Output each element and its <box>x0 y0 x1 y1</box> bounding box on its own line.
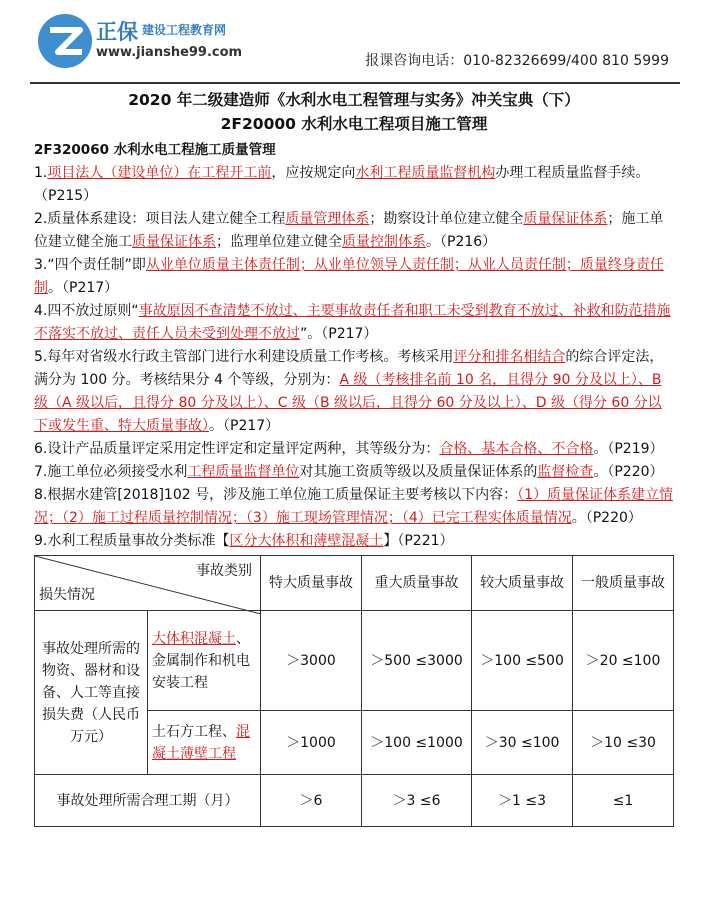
item-text: 。（P220） <box>571 510 642 526</box>
highlight-text: 项目法人（建设单位）在工程开工前 <box>47 165 272 181</box>
item-text: 】（P221） <box>383 533 454 549</box>
table-cell: ＞10 ≤30 <box>573 711 674 775</box>
table-cell: ≤1 <box>573 775 674 827</box>
row-label: 事故处理所需合理工期（月） <box>35 775 261 827</box>
accident-classification-table <box>34 555 674 827</box>
item-text: 8.根据水建管[2018]102 号，涉及施工单位施工质量保证主要考核以下内容： <box>34 487 518 503</box>
zhengbao-logo-icon <box>38 14 92 68</box>
header-divider <box>30 82 680 84</box>
highlight-text: 混凝土薄壁工程 <box>152 723 250 762</box>
table-cell: ＞1000 <box>261 711 362 775</box>
sub-row-label <box>148 711 261 775</box>
list-item <box>34 438 674 461</box>
highlight-text: 合格、基本合格、不合格 <box>439 441 594 457</box>
highlight-text: 水利工程质量监督机构 <box>355 165 496 181</box>
row-group-label: 事故处理所需的物资、器材和设备、人工等直接损失费（人民币万元） <box>35 611 148 775</box>
item-text: 7.施工单位必须接受水利 <box>34 464 188 480</box>
document-body <box>34 88 674 827</box>
item-text: 办理工程质量监督手续。（P215） <box>34 165 650 204</box>
table-cell: ＞1 ≤3 <box>472 775 573 827</box>
item-text: ；施工单位建立健全施工 <box>34 211 664 250</box>
item-list <box>34 162 674 553</box>
item-text: ；监理单位建立健全 <box>216 234 342 250</box>
doc-title: 2020 年二级建造师《水利水电工程管理与实务》冲关宝典（下） <box>128 91 580 109</box>
table-cell: ＞3000 <box>261 611 362 711</box>
highlight-text: 质量控制体系 <box>342 234 426 250</box>
item-text: 。（P220） <box>593 464 664 480</box>
item-text: ，应按规定向 <box>271 165 356 181</box>
table-cell: ＞100 ≤1000 <box>361 711 471 775</box>
item-text: 1. <box>34 165 48 181</box>
table-cell: ＞500 ≤3000 <box>361 611 471 711</box>
highlight-text: （1）质量保证体系建立情况；（2）施工过程质量控制情况；（3）施工现场管理情况；（4）已完工程实体质量情况 <box>34 487 674 526</box>
table-header: 一般质量事故 <box>573 556 674 611</box>
item-text: 6.设计产品质量评定采用定性评定和定量评定两种，其等级分为： <box>34 441 440 457</box>
brand-url: www.jianshe99.com <box>96 45 243 60</box>
item-text: 5.每年对省级水行政主管部门进行水利建设质量工作考核。考核采用 <box>34 349 454 365</box>
item-text: 。（P216） <box>426 234 497 250</box>
highlight-text: 区分大体积和薄壁混凝土 <box>229 533 384 549</box>
table-cell: ＞6 <box>261 775 362 827</box>
table-cell: ＞3 ≤6 <box>361 775 471 827</box>
table-header: 较大质量事故 <box>472 556 573 611</box>
highlight-text: 质量保证体系 <box>132 234 216 250</box>
table-cell: ＞20 ≤100 <box>573 611 674 711</box>
table-cell: ＞30 ≤100 <box>472 711 573 775</box>
item-text: 对其施工资质等级以及质量保证体系的 <box>299 464 538 480</box>
corner-bottom-label: 损失情况 <box>39 587 95 603</box>
highlight-text: 事故原因不查清楚不放过、主要事故责任者和职工未受到教育不放过、补救和防范措施不落实不放过、责任人员未受到处理不放过 <box>34 303 671 342</box>
item-text: 4.四不放过原则“ <box>34 303 139 319</box>
item-text: ”。（P217） <box>300 326 378 342</box>
item-text: 的综合评定法，满分为 100 分。考核结果分 4 个等级，分别为： <box>34 349 664 388</box>
highlight-text: 质量管理体系 <box>285 211 370 227</box>
item-text: 3.“四个责任制”即 <box>34 257 146 273</box>
list-item <box>34 346 674 438</box>
item-text: 。（P217） <box>48 280 119 296</box>
highlight-text: 质量保证体系 <box>523 211 608 227</box>
list-item <box>34 530 674 553</box>
table-header: 重大质量事故 <box>361 556 471 611</box>
doc-subtitle: 2F20000 水利水电工程项目施工管理 <box>220 115 488 133</box>
list-item <box>34 254 674 300</box>
contact-phone: 报课咨询电话：010-82326699/400 810 5999 <box>365 53 669 69</box>
list-item <box>34 484 674 530</box>
label-text: 、金属制作和机电安装工程 <box>152 630 250 691</box>
section-heading: 2F320060 水利水电工程施工质量管理 <box>34 142 276 158</box>
list-item <box>34 300 674 346</box>
highlight-text: 监督检查 <box>537 464 594 480</box>
brand-subtitle: 建设工程教育网 <box>142 23 227 37</box>
table-header: 特大质量事故 <box>261 556 362 611</box>
highlight-text: 大体积混凝土 <box>152 630 236 647</box>
highlight-text: 从业单位质量主体责任制；从业单位领导人责任制；从业人员责任制；质量终身责任制 <box>34 257 664 296</box>
highlight-text: 评分和排名相结合 <box>453 349 566 365</box>
list-item <box>34 162 674 208</box>
brand-name: 正保 <box>96 20 138 44</box>
table-corner-cell <box>35 556 261 611</box>
page-header <box>0 0 711 88</box>
list-item <box>34 208 674 254</box>
highlight-text: 工程质量监督单位 <box>187 464 300 480</box>
corner-top-label: 事故类别 <box>196 563 252 579</box>
item-text: 。（P217） <box>209 418 280 434</box>
item-text: 2.质量体系建设：项目法人建立健全工程 <box>34 211 286 227</box>
highlight-text: A 级（考核排名前 10 名，且得分 90 分及以上）、B 级（A 级以后，且得分 80 分及以上）、C 级（B 级以后，且得分 60 分及以上）、D 级（得分 60 分以下或发生重、特大质量事故） <box>34 372 662 434</box>
list-item <box>34 461 674 484</box>
item-text: 。（P219） <box>593 441 664 457</box>
sub-row-label <box>148 611 261 711</box>
item-text: ；勘察设计单位建立健全 <box>369 211 524 227</box>
item-text: 9.水利工程质量事故分类标准【 <box>34 533 230 549</box>
label-text: 土石方工程、 <box>152 723 236 740</box>
table-cell: ＞100 ≤500 <box>472 611 573 711</box>
